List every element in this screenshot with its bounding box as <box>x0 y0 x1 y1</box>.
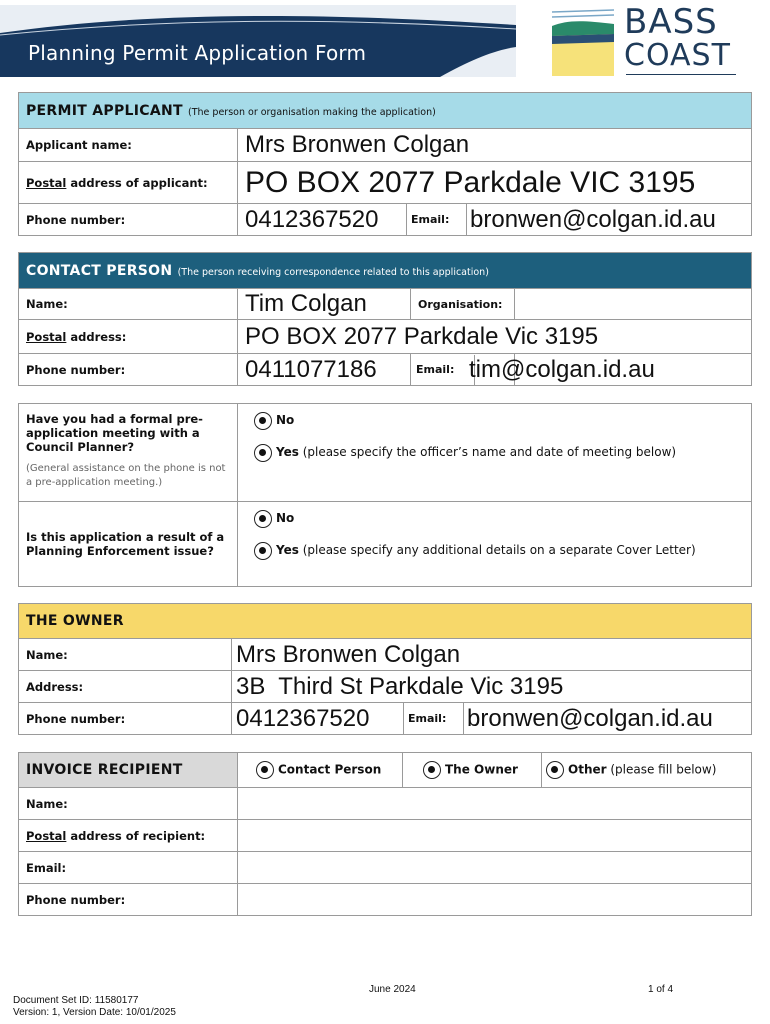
enforcement-options-cell <box>238 502 752 587</box>
contact-postal-field[interactable]: PO BOX 2077 Parkdale Vic 3195 <box>238 320 752 354</box>
footer-document-id: Document Set ID: 11580177 <box>13 995 139 1006</box>
owner-header <box>19 604 752 639</box>
radio-icon[interactable] <box>546 761 564 779</box>
owner-name-label: Name: <box>19 639 232 671</box>
owner-heading: THE OWNER <box>26 613 124 629</box>
footer-page-number: 1 of 4 <box>648 984 674 995</box>
invoice-name-field[interactable] <box>238 788 752 820</box>
contact-phone-field[interactable]: 0411077186 <box>238 354 411 386</box>
applicant-postal-label: Postal address of applicant: <box>19 162 238 204</box>
preapp-question: Have you had a formal pre-application meeting with a Council Planner? <box>26 412 203 454</box>
preapp-question-note: (General assistance on the phone is not a pre-application meeting.) <box>26 463 226 488</box>
permit-applicant-header <box>19 93 752 129</box>
contact-person-heading: CONTACT PERSON <box>26 262 173 279</box>
invoice-owner-option[interactable]: The Owner <box>403 753 542 788</box>
owner-address-field[interactable]: 3B Third St Parkdale Vic 3195 <box>232 671 752 703</box>
invoice-phone-label: Phone number: <box>19 884 238 916</box>
invoice-email-field[interactable] <box>238 852 752 884</box>
invoice-phone-field[interactable] <box>238 884 752 916</box>
radio-icon[interactable] <box>254 444 272 462</box>
logo-underline <box>626 74 736 75</box>
invoice-postal-label: Postal address of recipient: <box>19 820 238 852</box>
contact-postal-label: Postal address: <box>19 320 238 354</box>
radio-icon[interactable] <box>254 542 272 560</box>
radio-icon[interactable] <box>423 761 441 779</box>
owner-name-field[interactable]: Mrs Bronwen Colgan <box>232 639 752 671</box>
enforcement-yes-option[interactable]: Yes (please specify any additional details on a separate Cover Letter) <box>254 534 751 566</box>
invoice-name-label: Name: <box>19 788 238 820</box>
enforcement-no-option[interactable]: No <box>254 502 751 534</box>
contact-phone-label: Phone number: <box>19 354 238 386</box>
invoice-email-label: Email: <box>19 852 238 884</box>
owner-phone-label: Phone number: <box>19 703 232 735</box>
owner-email-label: Email: <box>404 703 464 735</box>
contact-organisation-field[interactable] <box>515 289 752 320</box>
logo-word-bass: BASS <box>624 2 718 42</box>
radio-icon[interactable] <box>256 761 274 779</box>
permit-applicant-subheading: (The person or organisation making the application) <box>188 106 436 118</box>
enforcement-question: Is this application a result of a Planning Enforcement issue? <box>26 530 225 558</box>
owner-section <box>18 603 751 735</box>
contact-person-subheading: (The person receiving correspondence related to this application) <box>177 266 489 278</box>
applicant-name-label: Applicant name: <box>19 129 238 162</box>
contact-name-label: Name: <box>19 289 238 320</box>
invoice-recipient-section <box>18 752 751 916</box>
logo-word-coast: COAST <box>624 38 731 73</box>
invoice-postal-field[interactable] <box>238 820 752 852</box>
invoice-other-option[interactable]: Other (please fill below) <box>542 753 752 788</box>
enforcement-question-cell <box>19 502 238 587</box>
preapp-no-option[interactable]: No <box>254 404 751 436</box>
preapp-question-cell <box>19 404 238 502</box>
permit-applicant-heading: PERMIT APPLICANT <box>26 102 183 119</box>
applicant-phone-label: Phone number: <box>19 204 238 236</box>
contact-email-label: Email: <box>416 363 455 376</box>
contact-person-section <box>18 252 751 386</box>
applicant-phone-field[interactable]: 0412367520 <box>238 204 407 236</box>
contact-person-header <box>19 253 752 289</box>
radio-icon[interactable] <box>254 412 272 430</box>
preapp-yes-option[interactable]: Yes (please specify the officer’s name and date of meeting below) <box>254 436 751 468</box>
title-banner <box>0 5 516 77</box>
contact-email-field[interactable]: tim@colgan.id.au <box>515 354 752 386</box>
owner-phone-field[interactable]: 0412367520 <box>232 703 404 735</box>
contact-organisation-label: Organisation: <box>411 289 515 320</box>
owner-email-field[interactable]: bronwen@colgan.id.au <box>464 703 752 735</box>
bass-coast-logo <box>552 4 752 78</box>
contact-name-field[interactable]: Tim Colgan <box>238 289 411 320</box>
radio-icon[interactable] <box>254 510 272 528</box>
applicant-email-field[interactable]: bronwen@colgan.id.au <box>467 204 752 236</box>
owner-address-label: Address: <box>19 671 232 703</box>
applicant-postal-field[interactable]: PO BOX 2077 Parkdale VIC 3195 <box>238 162 752 204</box>
form-title: Planning Permit Application Form <box>28 41 367 65</box>
questions-section <box>18 403 751 587</box>
invoice-contact-option[interactable]: Contact Person <box>238 753 403 788</box>
permit-applicant-section <box>18 92 751 236</box>
preapp-options-cell <box>238 404 752 502</box>
invoice-recipient-header: INVOICE RECIPIENT <box>19 753 238 788</box>
applicant-email-label: Email: <box>407 204 467 236</box>
footer-version: Version: 1, Version Date: 10/01/2025 <box>13 1007 176 1018</box>
footer-date: June 2024 <box>369 984 416 995</box>
applicant-name-field[interactable]: Mrs Bronwen Colgan <box>238 129 752 162</box>
logo-mark-icon <box>552 4 614 76</box>
